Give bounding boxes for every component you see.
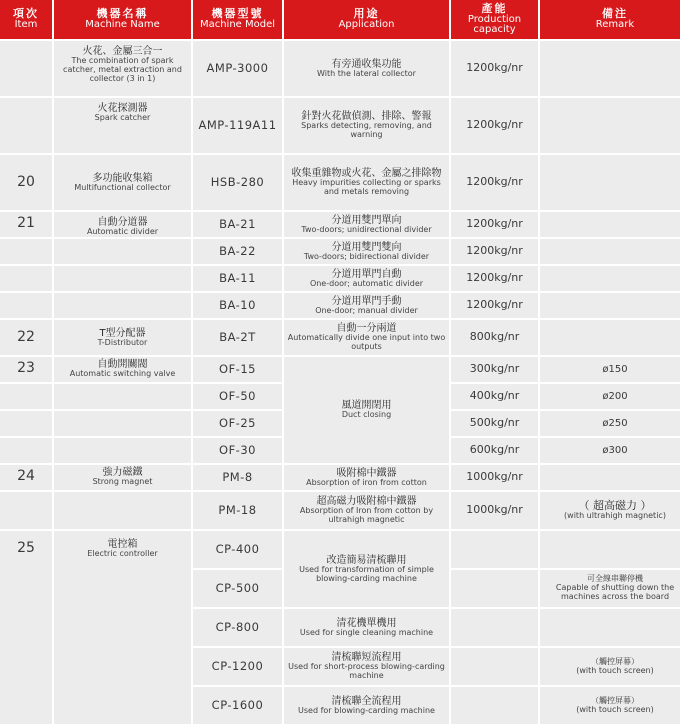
- application-cell: 清花機單機用 Used for single cleaning machine: [284, 609, 449, 646]
- model-cell: BA-22: [193, 239, 282, 264]
- remark-cell: [540, 155, 680, 210]
- machine-name-cell: 火花探測器 Spark catcher: [54, 98, 191, 153]
- table-row: [0, 266, 680, 291]
- item-cell: 24: [0, 465, 52, 490]
- model-cell: OF-50: [193, 384, 282, 409]
- capacity-cell: 1000kg/nr: [451, 465, 538, 490]
- item-cell: 22: [0, 320, 52, 355]
- table-row: [0, 357, 680, 382]
- remark-cell: （ 超高磁力 ） (with ultrahigh magnetic): [540, 492, 680, 529]
- item-cell: [0, 41, 52, 96]
- remark-cell: （觸控屏幕） (with touch screen): [540, 648, 680, 685]
- machine-name-cell: 自動分道器 Automatic divider: [54, 212, 191, 237]
- item-cell: [0, 492, 52, 529]
- application-cell: 分道用單門手動 One-door; manual divider: [284, 293, 449, 318]
- header-machine-name: 機器名稱 Machine Name: [54, 0, 191, 39]
- capacity-cell: 1200kg/nr: [451, 266, 538, 291]
- remark-cell: [540, 266, 680, 291]
- machine-name-cell: [54, 239, 191, 264]
- table-row: [0, 41, 680, 96]
- remark-cell: ø250: [540, 411, 680, 436]
- item-cell: [0, 438, 52, 463]
- application-cell: 風道開閉用 Duct closing: [284, 357, 449, 463]
- remark-cell: [540, 531, 680, 568]
- model-cell: PM-8: [193, 465, 282, 490]
- machine-name-cell: 電控箱 Electric controller: [54, 531, 191, 724]
- capacity-cell: [451, 609, 538, 646]
- model-cell: CP-800: [193, 609, 282, 646]
- capacity-cell: [451, 531, 538, 568]
- model-cell: OF-30: [193, 438, 282, 463]
- header-item: 項次 Item: [0, 0, 52, 39]
- capacity-cell: 400kg/nr: [451, 384, 538, 409]
- machine-name-cell: 強力磁鐵 Strong magnet: [54, 465, 191, 490]
- model-cell: PM-18: [193, 492, 282, 529]
- machine-name-cell: [54, 293, 191, 318]
- model-cell: BA-10: [193, 293, 282, 318]
- item-cell: 25: [0, 531, 52, 724]
- header-machine-model: 機器型號 Machine Model: [193, 0, 282, 39]
- capacity-cell: 1200kg/nr: [451, 41, 538, 96]
- machine-name-cell: [54, 492, 191, 529]
- remark-cell: [540, 98, 680, 153]
- application-cell: 分道用雙門單向 Two-doors; unidirectional divider: [284, 212, 449, 237]
- application-cell: 改造簡易清梳聯用 Used for transformation of simple blowing-carding machine: [284, 531, 449, 607]
- item-cell: [0, 266, 52, 291]
- item-cell: [0, 293, 52, 318]
- capacity-cell: 1200kg/nr: [451, 98, 538, 153]
- machine-name-cell: 火花、金屬三合一 The combination of spark catcher, metal extraction and collector (3 in 1): [54, 41, 191, 96]
- table-row: [0, 155, 680, 210]
- capacity-cell: 1200kg/nr: [451, 293, 538, 318]
- remark-cell: [540, 465, 680, 490]
- item-cell: 20: [0, 155, 52, 210]
- item-cell: [0, 98, 52, 153]
- machine-name-cell: [54, 411, 191, 436]
- model-cell: OF-25: [193, 411, 282, 436]
- model-cell: CP-500: [193, 570, 282, 607]
- item-cell: 23: [0, 357, 52, 382]
- machine-name-cell: [54, 438, 191, 463]
- table-row: [0, 212, 680, 237]
- capacity-cell: 1200kg/nr: [451, 239, 538, 264]
- model-cell: OF-15: [193, 357, 282, 382]
- table-row: [0, 239, 680, 264]
- header-application: 用途 Application: [284, 0, 449, 39]
- remark-cell: [540, 293, 680, 318]
- table-row: [0, 320, 680, 355]
- application-cell: 吸附棉中鐵器 Absorption of iron from cotton: [284, 465, 449, 490]
- table-row: [0, 492, 680, 529]
- application-cell: 收集重雜物或火花、金屬之排除物 Heavy impurities collecting or sparks and metals removing: [284, 155, 449, 210]
- model-cell: AMP-119A11: [193, 98, 282, 153]
- item-cell: [0, 411, 52, 436]
- application-cell: 自動一分兩道 Automatically divide one input into two outputs: [284, 320, 449, 355]
- application-cell: 分道用單門自動 One-door; automatic divider: [284, 266, 449, 291]
- application-cell: 清梳聯全流程用 Used for blowing-carding machine: [284, 687, 449, 724]
- remark-cell: [540, 41, 680, 96]
- model-cell: CP-400: [193, 531, 282, 568]
- application-cell: 分道用雙門雙向 Two-doors; bidirectional divider: [284, 239, 449, 264]
- header-capacity: 產能 Production capacity: [451, 0, 538, 39]
- capacity-cell: 500kg/nr: [451, 411, 538, 436]
- machine-name-cell: 多功能收集箱 Multifunctional collector: [54, 155, 191, 210]
- machine-name-cell: 自動開關閥 Automatic switching valve: [54, 357, 191, 382]
- remark-cell: ø300: [540, 438, 680, 463]
- remark-cell: [540, 320, 680, 355]
- header-row: [0, 0, 680, 39]
- capacity-cell: 600kg/nr: [451, 438, 538, 463]
- table-row: [0, 531, 680, 568]
- capacity-cell: 1000kg/nr: [451, 492, 538, 529]
- application-cell: 針對火花做偵測、排除、警報 Sparks detecting, removing, and warning: [284, 98, 449, 153]
- application-cell: 超高磁力吸附棉中鐵器 Absorption of Iron from cotton by ultrahigh magnetic: [284, 492, 449, 529]
- item-cell: 21: [0, 212, 52, 237]
- capacity-cell: [451, 687, 538, 724]
- item-cell: [0, 384, 52, 409]
- machine-name-cell: [54, 266, 191, 291]
- model-cell: BA-21: [193, 212, 282, 237]
- model-cell: CP-1600: [193, 687, 282, 724]
- remark-cell: [540, 239, 680, 264]
- capacity-cell: [451, 570, 538, 607]
- application-cell: 清梳聯短流程用 Used for short-process blowing-carding machine: [284, 648, 449, 685]
- machine-name-cell: T型分配器 T-Distributor: [54, 320, 191, 355]
- remark-cell: 可全線串聯停機 Capable of shutting down the machines across the board: [540, 570, 680, 607]
- capacity-cell: 800kg/nr: [451, 320, 538, 355]
- application-cell: 有旁通收集功能 With the lateral collector: [284, 41, 449, 96]
- remark-cell: ø200: [540, 384, 680, 409]
- model-cell: BA-2T: [193, 320, 282, 355]
- table-row: [0, 465, 680, 490]
- item-cell: [0, 239, 52, 264]
- remark-cell: [540, 212, 680, 237]
- table-row: [0, 98, 680, 153]
- remark-cell: [540, 609, 680, 646]
- capacity-cell: 1200kg/nr: [451, 212, 538, 237]
- remark-cell: ø150: [540, 357, 680, 382]
- table-row: [0, 293, 680, 318]
- model-cell: BA-11: [193, 266, 282, 291]
- capacity-cell: 1200kg/nr: [451, 155, 538, 210]
- machine-name-cell: [54, 384, 191, 409]
- remark-cell: （觸控屏幕） (with touch screen): [540, 687, 680, 724]
- capacity-cell: [451, 648, 538, 685]
- model-cell: HSB-280: [193, 155, 282, 210]
- model-cell: AMP-3000: [193, 41, 282, 96]
- header-remark: 備注 Remark: [540, 0, 680, 39]
- model-cell: CP-1200: [193, 648, 282, 685]
- capacity-cell: 300kg/nr: [451, 357, 538, 382]
